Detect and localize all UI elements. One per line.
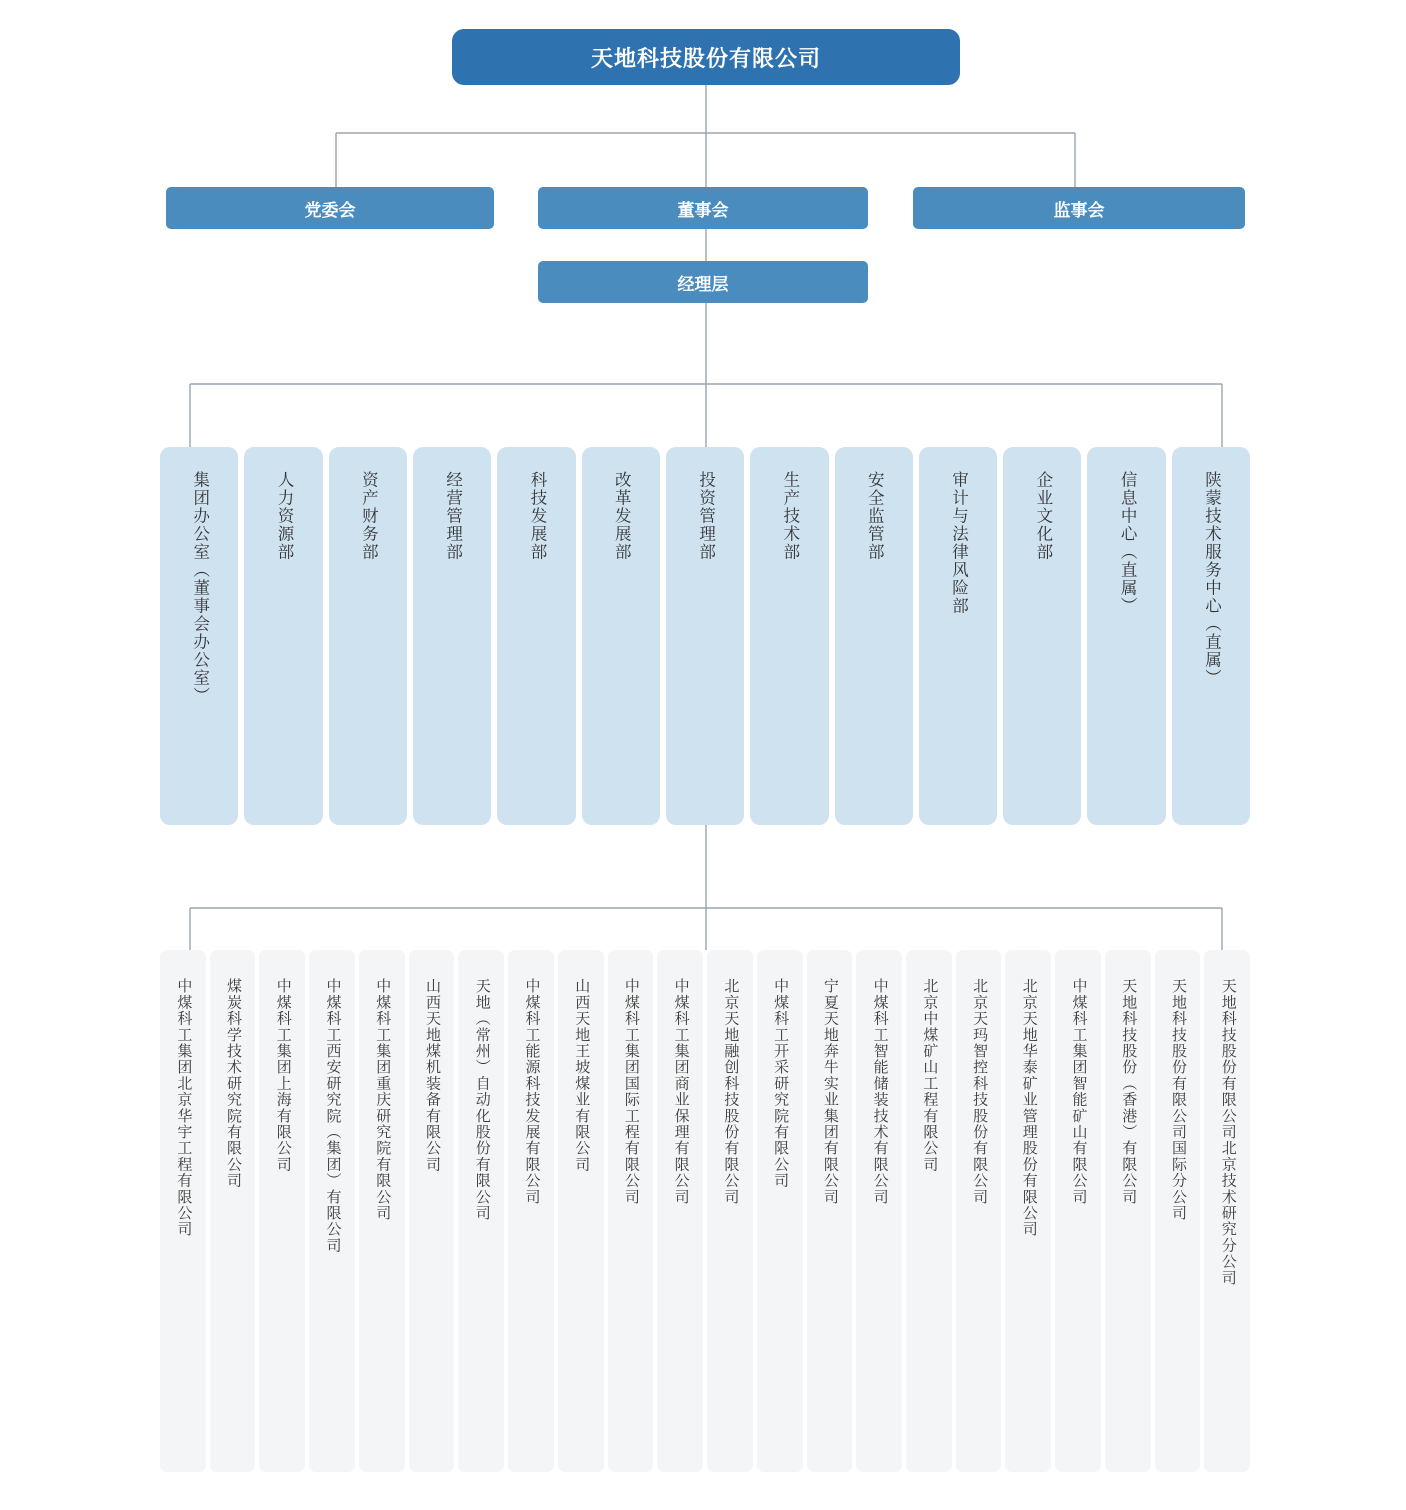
subsidiary-label: 天地科技股份有限公司北京技术研究分公司 <box>1219 978 1237 1286</box>
node-department[interactable] <box>497 447 575 825</box>
node-subsidiary[interactable] <box>1155 950 1201 1472</box>
department-label: 生产技术部 <box>780 471 799 561</box>
node-subsidiary[interactable] <box>1105 950 1151 1472</box>
subsidiary-label: 天地科技股份（香港）有限公司 <box>1120 978 1138 1205</box>
node-department[interactable] <box>750 447 828 825</box>
department-label: 改革发展部 <box>612 471 631 561</box>
node-subsidiary[interactable] <box>657 950 703 1472</box>
node-subsidiary[interactable] <box>558 950 604 1472</box>
department-label: 安全监管部 <box>865 471 884 561</box>
node-department[interactable] <box>835 447 913 825</box>
node-subsidiary[interactable] <box>160 950 206 1472</box>
board-of-directors-label: 董事会 <box>677 200 729 220</box>
node-subsidiary[interactable] <box>856 950 902 1472</box>
node-subsidiary[interactable] <box>906 950 952 1472</box>
node-board-of-directors[interactable] <box>538 187 868 229</box>
node-subsidiary[interactable] <box>956 950 1002 1472</box>
subsidiary-label: 北京中煤矿山工程有限公司 <box>921 978 939 1173</box>
node-department[interactable] <box>919 447 997 825</box>
subsidiary-label: 山西天地王坡煤业有限公司 <box>573 978 591 1173</box>
node-subsidiary[interactable] <box>757 950 803 1472</box>
subsidiary-label: 中煤科工能源科技发展有限公司 <box>523 978 541 1205</box>
subsidiary-label: 中煤科工开采研究院有限公司 <box>772 978 790 1189</box>
node-subsidiary[interactable] <box>309 950 355 1472</box>
node-department[interactable] <box>329 447 407 825</box>
department-label: 信息中心（直属） <box>1118 471 1137 615</box>
node-department[interactable] <box>244 447 322 825</box>
subsidiary-label: 北京天地华泰矿业管理股份有限公司 <box>1020 978 1038 1238</box>
node-department[interactable] <box>1087 447 1165 825</box>
board-of-supervisors-label: 监事会 <box>1053 200 1105 220</box>
subsidiary-label: 中煤科工西安研究院（集团）有限公司 <box>324 978 342 1254</box>
department-label: 科技发展部 <box>527 471 546 561</box>
department-label: 集团办公室（董事会办公室） <box>190 471 209 705</box>
node-subsidiary[interactable] <box>707 950 753 1472</box>
subsidiary-label: 中煤科工集团商业保理有限公司 <box>672 978 690 1205</box>
root-label: 天地科技股份有限公司 <box>590 45 821 71</box>
node-subsidiary[interactable] <box>1204 950 1250 1472</box>
subsidiary-label: 北京天地融创科技股份有限公司 <box>722 978 740 1205</box>
node-management-layer[interactable] <box>538 261 868 303</box>
subsidiary-label: 中煤科工集团北京华宇工程有限公司 <box>175 978 193 1238</box>
node-subsidiary[interactable] <box>259 950 305 1472</box>
subsidiary-row <box>160 950 1250 1472</box>
management-layer-label: 经理层 <box>677 274 729 294</box>
subsidiary-label: 中煤科工集团上海有限公司 <box>274 978 292 1173</box>
department-row <box>160 447 1250 825</box>
node-subsidiary[interactable] <box>608 950 654 1472</box>
subsidiary-label: 宁夏天地奔牛实业集团有限公司 <box>821 978 839 1205</box>
subsidiary-label: 北京天玛智控科技股份有限公司 <box>971 978 989 1205</box>
node-department[interactable] <box>413 447 491 825</box>
node-subsidiary[interactable] <box>807 950 853 1472</box>
subsidiary-label: 中煤科工智能储装技术有限公司 <box>871 978 889 1205</box>
node-subsidiary[interactable] <box>409 950 455 1472</box>
node-department[interactable] <box>1003 447 1081 825</box>
node-subsidiary[interactable] <box>1055 950 1101 1472</box>
subsidiary-label: 中煤科工集团国际工程有限公司 <box>622 978 640 1205</box>
subsidiary-label: 天地（常州）自动化股份有限公司 <box>473 978 491 1221</box>
node-board-of-supervisors[interactable] <box>913 187 1245 229</box>
department-label: 陕蒙技术服务中心（直属） <box>1202 471 1221 687</box>
node-party-committee[interactable] <box>166 187 494 229</box>
subsidiary-label: 天地科技股份有限公司国际分公司 <box>1170 978 1187 1221</box>
subsidiary-label: 山西天地煤机装备有限公司 <box>423 978 441 1173</box>
node-department[interactable] <box>160 447 238 825</box>
department-label: 经营管理部 <box>443 471 462 561</box>
department-label: 人力资源部 <box>275 471 294 561</box>
subsidiary-label: 煤炭科学技术研究院有限公司 <box>225 978 243 1189</box>
node-department[interactable] <box>1172 447 1250 825</box>
node-subsidiary[interactable] <box>458 950 504 1472</box>
subsidiary-label: 中煤科工集团智能矿山有限公司 <box>1070 978 1088 1205</box>
department-label: 资产财务部 <box>359 471 378 561</box>
node-subsidiary[interactable] <box>359 950 405 1472</box>
department-label: 审计与法律风险部 <box>949 471 968 615</box>
node-subsidiary[interactable] <box>210 950 256 1472</box>
node-subsidiary[interactable] <box>1005 950 1051 1472</box>
department-label: 企业文化部 <box>1033 471 1052 561</box>
node-department[interactable] <box>666 447 744 825</box>
node-subsidiary[interactable] <box>508 950 554 1472</box>
department-label: 投资管理部 <box>696 471 715 561</box>
node-root-company[interactable] <box>452 29 960 85</box>
party-committee-label: 党委会 <box>304 200 356 220</box>
subsidiary-label: 中煤科工集团重庆研究院有限公司 <box>374 978 392 1221</box>
node-department[interactable] <box>582 447 660 825</box>
